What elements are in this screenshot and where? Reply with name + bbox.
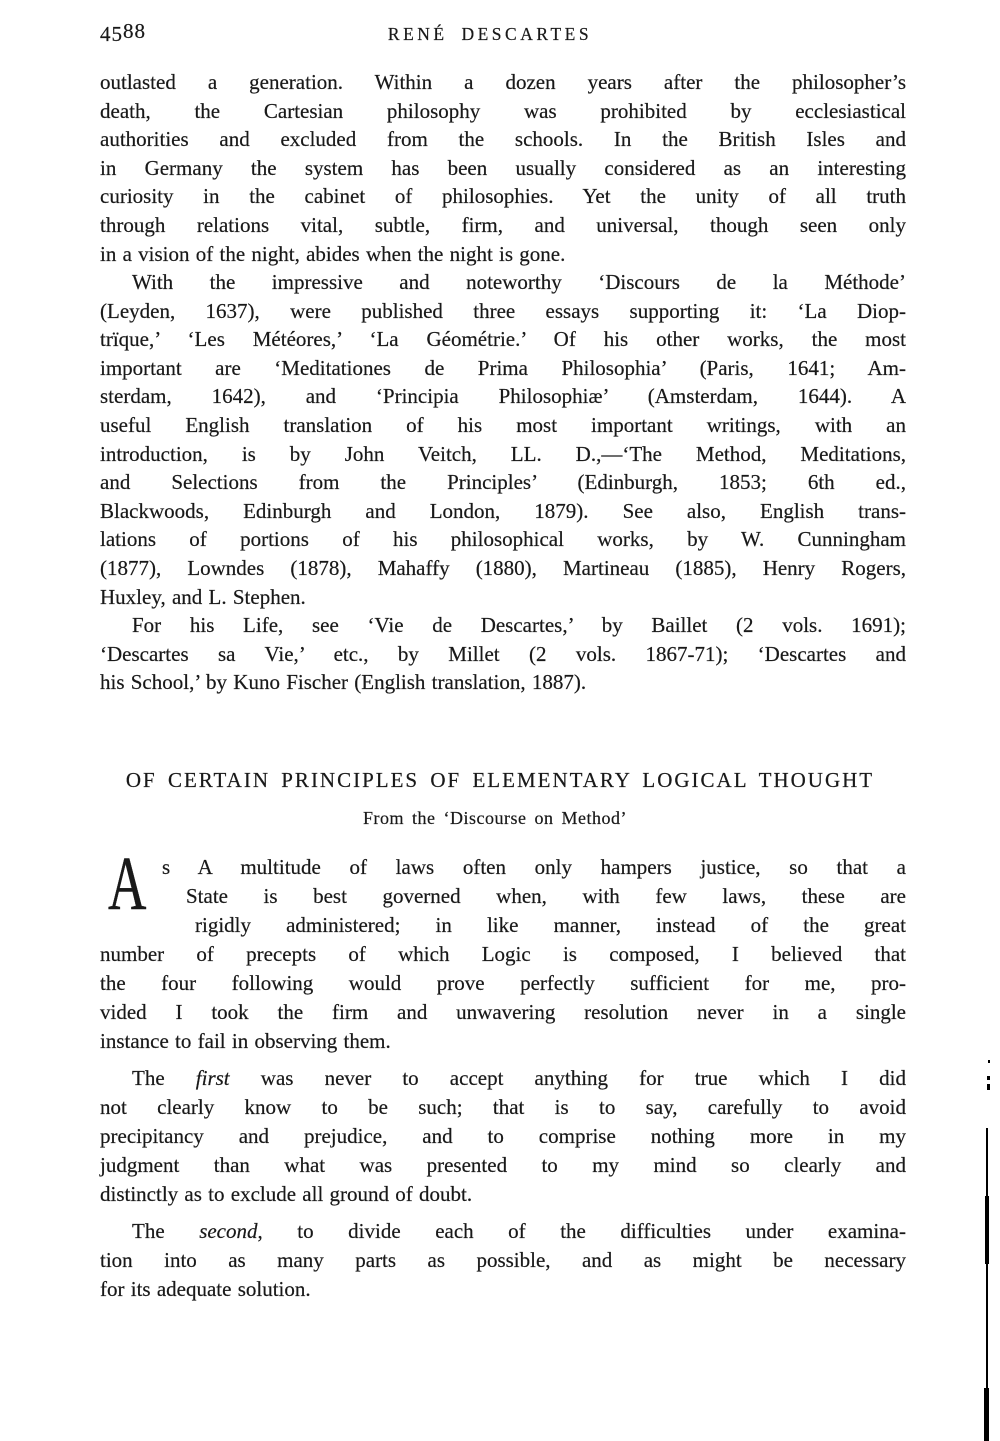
text-line: distinctly as to exclude all ground of doubt. [100,1182,473,1206]
emphasized-word: first [195,1066,230,1090]
text-line: number of precepts of which Logic is composed, I believed that [100,942,906,966]
paragraph-biography-1 [100,68,906,268]
text-line: ‘Descartes sa Vie,’ etc., by Millet (2 vols. 1867-71); ‘Descartes and [100,641,906,666]
text-line: in a vision of the night, abides when the night is gone. [100,241,566,266]
text-line: sterdam, 1642), and ‘Principia Philosophiæ’ (Amsterdam, 1644). A [100,384,906,409]
text-line: the four following would prove perfectly sufficient for me, pro- [100,971,906,995]
text-line: lations of portions of his philosophical works, by W. Cunningham [100,527,906,552]
scan-artifact-line [985,1196,989,1264]
text-line: precipitancy and prejudice, and to comprise nothing more in my [100,1124,906,1148]
text-line: his School,’ by Kuno Fischer (English translation, 1887). [100,670,587,695]
text-line: outlasted a generation. Within a dozen years after the philosopher’s [100,70,906,94]
text-line [100,1064,906,1093]
text-line: (Leyden, 1637), were published three essays supporting it: ‘La Diop- [100,298,906,323]
text-line: death, the Cartesian philosophy was prohibited by ecclesiastical [100,98,906,123]
text-line: Blackwoods, Edinburgh and London, 1879). See also, English trans- [100,498,906,523]
emphasized-word: second [199,1219,258,1243]
scan-artifact-dot [988,1060,990,1063]
text-line: curiosity in the cabinet of philosophies. Yet the unity of all truth [100,184,906,209]
text-line: Huxley, and L. Stephen. [100,584,306,609]
page-number-part-b: 88 [123,19,146,43]
text-line: judgment than what was presented to my mind so clearly and [100,1153,906,1177]
text-line: rigidly administered; in like manner, instead of the great [195,913,906,937]
section-title: OF CERTAIN PRINCIPLES OF ELEMENTARY LOGICAL THOUGHT [125,768,875,792]
running-header: RENÉ DESCARTES [387,24,593,44]
text-line: tion into as many parts as possible, and as might be necessary [100,1248,906,1272]
text-line: useful English translation of his most important writings, with an [100,412,906,437]
text-line: in Germany the system has been usually considered as an interesting [100,155,906,180]
paragraph-method-2 [100,1064,906,1209]
text-line: and Selections from the Principles’ (Edinburgh, 1853; 6th ed., [100,470,906,495]
text-line: through relations vital, subtle, firm, and universal, though seen only [100,212,906,237]
paragraph-biography-3 [100,611,906,697]
text-segment: The [132,1219,200,1243]
text-segment: , to divide each of the difficulties under examina- [257,1219,906,1243]
page-number-part-a: 45 [100,22,123,46]
text-segment: The [132,1066,196,1090]
text-line: For his Life, see ‘Vie de Descartes,’ by Baillet (2 vols. 1691); [132,613,906,637]
text-line: State is best governed when, with few laws, these are [186,884,906,908]
text-line: s A multitude of laws often only hampers justice, so that a [162,855,906,879]
paragraph-method-3 [100,1217,906,1304]
text-line: important are ‘Meditationes de Prima Philosophia’ (Paris, 1641; Am- [100,355,906,380]
paragraph-method-1 [100,842,906,1056]
scan-artifact-dot [987,1076,990,1080]
drop-cap: A [108,842,147,926]
text-line: instance to fail in observing them. [100,1029,391,1053]
text-line: not clearly know to be such; that is to say, carefully to avoid [100,1095,906,1119]
scan-artifact-dot [987,1084,990,1090]
text-line [100,1217,906,1246]
text-line: vided I took the firm and unwavering resolution never in a single [100,1000,906,1024]
scan-artifact-line [986,1128,988,1198]
text-line: With the impressive and noteworthy ‘Discours de la Méthode’ [132,270,906,294]
scan-artifact-line [984,1388,989,1441]
text-line: (1877), Lowndes (1878), Mahaffy (1880), Martineau (1885), Henry Rogers, [100,555,906,580]
paragraph-biography-2 [100,268,906,611]
text-line: introduction, is by John Veitch, LL. D.,—‘The Method, Meditations, [100,441,906,466]
section-source: From the ‘Discourse on Method’ [363,808,627,828]
text-line: trïque,’ ‘Les Météores,’ ‘La Géométrie.’ Of his other works, the most [100,327,906,352]
text-line: authorities and excluded from the schools. In the British Isles and [100,127,906,152]
text-line: for its adequate solution. [100,1277,311,1301]
scan-artifact-line [986,1262,988,1390]
text-segment: was never to accept anything for true which I did [229,1066,906,1090]
